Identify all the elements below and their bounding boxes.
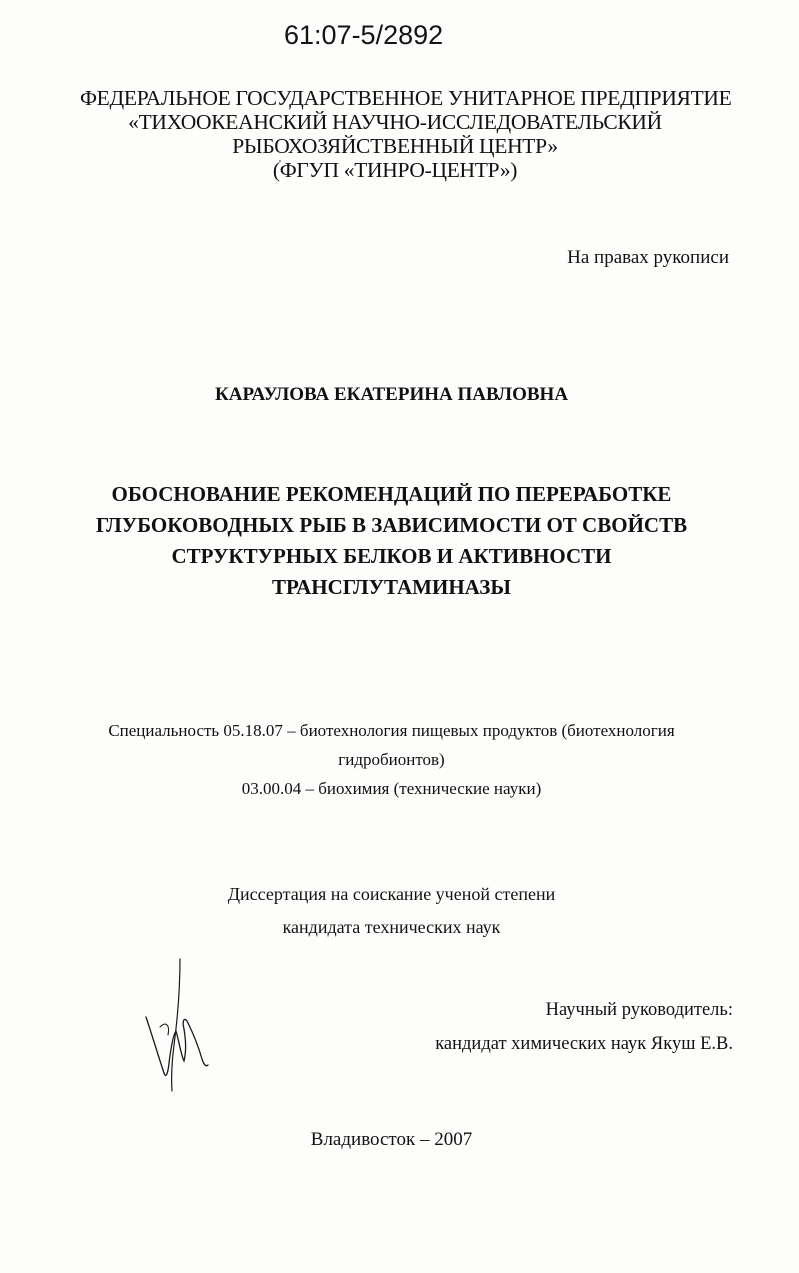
degree-block	[60, 878, 723, 944]
organization-line: ФЕДЕРАЛЬНОЕ ГОСУДАРСТВЕННОЕ УНИТАРНОЕ ПРЕДПРИЯТИЕ	[80, 86, 732, 110]
specialty-line: Специальность 05.18.07 – биотехнология пищевых продуктов (биотехнология	[108, 721, 675, 740]
specialty-line: гидробионтов)	[338, 750, 445, 769]
organization-line: РЫБОХОЗЯЙСТВЕННЫЙ ЦЕНТР»	[232, 134, 558, 158]
degree-line: Диссертация на соискание ученой степени	[227, 884, 556, 904]
supervisor-name: кандидат химических наук Якуш Е.В.	[435, 1034, 733, 1054]
archive-stamp-number: 61:07-5/2892	[284, 20, 444, 50]
rights-notice: На правах рукописи	[567, 247, 729, 268]
title-line: ГЛУБОКОВОДНЫХ РЫБ В ЗАВИСИМОСТИ ОТ СВОЙСТВ	[95, 513, 688, 537]
city-year: Владивосток – 2007	[310, 1129, 473, 1150]
degree-line: кандидата технических наук	[282, 917, 501, 937]
specialty-line: 03.00.04 – биохимия (технические науки)	[241, 779, 542, 798]
supervisor-block	[435, 993, 733, 1061]
specialty-block	[60, 716, 723, 803]
title-line: ТРАНСГЛУТАМИНАЗЫ	[271, 575, 512, 599]
organization-header	[80, 86, 732, 182]
title-line: СТРУКТУРНЫХ БЕЛКОВ И АКТИВНОСТИ	[171, 544, 612, 568]
author-name: КАРАУЛОВА ЕКАТЕРИНА ПАВЛОВНА	[214, 384, 569, 405]
dissertation-title	[60, 479, 723, 603]
supervisor-label: Научный руководитель:	[545, 1000, 733, 1020]
title-line: ОБОСНОВАНИЕ РЕКОМЕНДАЦИЙ ПО ПЕРЕРАБОТКЕ	[111, 482, 672, 506]
organization-line: (ФГУП «ТИНРО-ЦЕНТР»)	[272, 158, 518, 182]
handwritten-signature	[140, 955, 220, 1095]
organization-line: «ТИХООКЕАНСКИЙ НАУЧНО-ИССЛЕДОВАТЕЛЬСКИЙ	[128, 110, 662, 134]
